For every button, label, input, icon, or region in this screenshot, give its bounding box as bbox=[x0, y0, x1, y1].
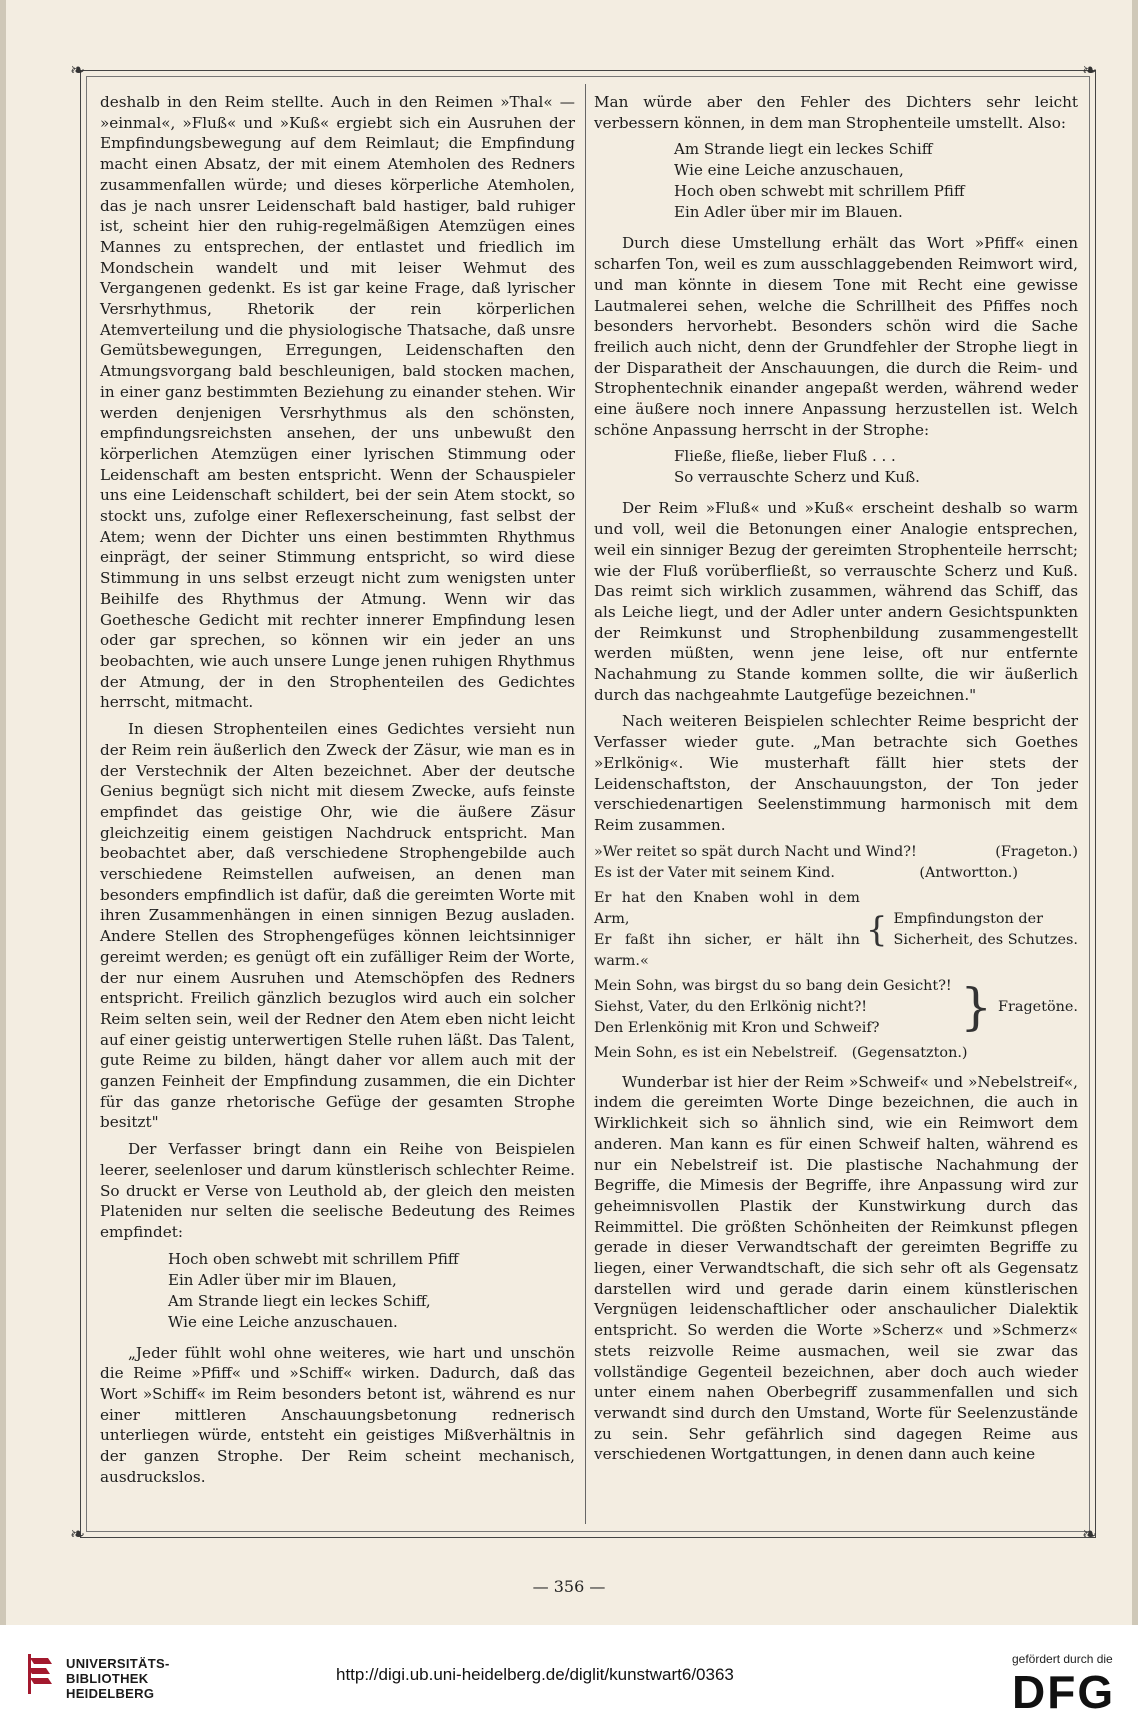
verse-line: Am Strande liegt ein leckes Schiff bbox=[674, 140, 933, 159]
erl-note: Fragetöne. bbox=[998, 998, 1078, 1015]
verse-line: Wie eine Leiche anzuschauen. bbox=[168, 1312, 398, 1331]
erl-note: (Frageton.) bbox=[995, 843, 1078, 860]
left-paragraph-2: In diesen Strophenteilen eines Gedichtes versieht nun der Reim rein äußerlich den Zweck der Zäsur, wie man es in der Verstechnik der Alten bezeichnet. Aber der deutsche Genius begnügt sich nicht mit diesem Zwecke, aufs feinste empfindet das geistige Ohr, wie die äußere Zäsur gleichzeitig einem geistigen Nachdruck entspricht. Man beobachtet aber, daß verschiedene Strophengebilde auch verschiedene Reimstellen aufweisen, an denen man besonders empfindlich ist dafür, daß die gereimten Worte mit ihren Zusammenhängen in einen sinnigen Bezug ausladen. Andere Stellen des Strophengefüges können leichtsinniger gereimt werden; es genügt oft ein zufälliger Reim der Worte, der nur einem Ausruhen und Atemschöpfen des Redners entspricht. Freilich gänzlich bezuglos wird auch ein solcher Reim selten sein, weil der Redner den Atem eben nicht leicht auf einer geistig unterwertigen Stelle ruhen läßt. Das Talent, gute Reime zu bilden, hängt daher vor allem auch mit der ganzen Feinheit der Empfindung zusammen, die ein Dichter für das ganze rhetorische Gefüge der gesamten Strophe besitzt" bbox=[100, 720, 575, 1132]
corner-ornament-icon: ❧ bbox=[1082, 1524, 1098, 1545]
erlkoenig-excerpt bbox=[594, 842, 1078, 1064]
library-name-line: UNIVERSITÄTS- bbox=[66, 1656, 170, 1671]
verse-line: Am Strande liegt ein leckes Schiff, bbox=[168, 1291, 431, 1310]
right-paragraph-2: Der Reim »Fluß« und »Kuß« erscheint deshalb so warm und voll, weil die Betonungen einer Analogie entsprechen, weil ein sinniger Bezug der gereimten Strophenteile herrscht; wie der Fluß vorüberfließt, so verrauschte Scherz und Kuß. Das reimt sich wirklich zusammen, während das Schiff, das als Leiche liegt, und der Adler unter andern Gesichtspunkten der Reimkunst und Strophenbildung zusammengestellt werden müßten, wenn jene leise, oft nur entfernte Nachahmung zu Stande kommen sollte, die wir äußerlich durch das nachgeahmte Lautgefüge bezeichnen." bbox=[594, 499, 1078, 704]
erl-line: Er hat den Knaben wohl in dem Arm, bbox=[594, 889, 860, 927]
fluss-verse bbox=[674, 446, 1078, 488]
verse-line: Wie eine Leiche anzuschauen, bbox=[674, 161, 904, 180]
library-name bbox=[66, 1656, 170, 1701]
verse-line: Hoch oben schwebt mit schrillem Pfiff bbox=[674, 182, 965, 201]
erl-note: Sicherheit, des Schutzes. bbox=[893, 931, 1078, 948]
verse-line: So verrauschte Scherz und Kuß. bbox=[674, 468, 920, 487]
erl-line: Siehst, Vater, du den Erlkönig nicht?! bbox=[594, 998, 868, 1015]
brace-icon: } bbox=[960, 978, 993, 1037]
erl-line: Er faßt ihn sicher, er hält ihn warm.« bbox=[594, 931, 860, 969]
column-divider bbox=[585, 84, 586, 1524]
erl-note: (Antwortton.) bbox=[919, 864, 1018, 881]
right-paragraph-3: Nach weiteren Beispielen schlechter Reime bespricht der Verfasser wieder gute. „Man betrachte sich Goethes »Erlkönig«. Wie musterhaft fällt hier stets der Leidenschaftston, der Anschauungston, der Ton jeder verschiedenartigen Seelenstimmung harmonisch mit dem Reim zusammen. bbox=[594, 712, 1078, 834]
dfg-logo: DFG bbox=[1012, 1666, 1116, 1718]
funded-by-label: gefördert durch die bbox=[1012, 1652, 1113, 1666]
verse-line: Hoch oben schwebt mit schrillem Pfiff bbox=[168, 1249, 459, 1268]
erl-line: Den Erlenkönig mit Kron und Schweif? bbox=[594, 1019, 880, 1036]
rearranged-verse bbox=[674, 139, 1078, 223]
left-paragraph-1: deshalb in den Reim stellte. Auch in den Reimen »Thal« — »einmal«, »Fluß« und »Kuß« ergiebt sich ein Ausruhen der Empfindungsbewegung auf dem Reimlaut; die Empfindung macht einen Absatz, der mit einem Atemholen des Redners zusammenfallen würde; und dieses körperliche Atemholen, das je nach unsrer Leidenschaft bald hastiger, bald ruhiger ist, scheint hier den ruhig-regelmäßigen Atemzügen eines Mannes zu entsprechen, der entlastet und friedlich im Mondschein wandelt und mit leiser Wehmut des Vergangenen gedenkt. Es ist gar keine Frage, daß lyrischer Versrhythmus, Rhetorik der rein körperlichen Atemverteilung und die physiologische Thatsache, daß unsre Gemütsbewegungen, Erregungen, Leidenschaften den Atmungsvorgang bald beschleunigen, bald stocken machen, in einer ganz bestimmten Beziehung zu einander stehen. Wir werden denjenigen Versrhythmus als den schönsten, empfindungsreichsten ansehen, der uns unbewußt den körperlichen Atemzügen einer lyrischen Stimmung oder Leidenschaft am besten entspricht. Wenn der Schauspieler uns eine Leidenschaft schildert, bei der sein Atem stockt, so stockt uns, zufolge einer Reflexerscheinung, fast selbst der Atem; wenn der Dichter uns einen bestimmten Rhythmus einprägt, der seiner Stimmung entspricht, so wird diese Stimmung in uns selbst erzeugt nicht zum wenigsten unter Beihilfe des Rhythmus der Atmung. Wenn wir das Goethesche Gedicht mit rechter innerer Empfindung lesen oder gar sprechen, so können wir ein jeder an uns beobachten, wie auch unsere Lunge jenen ruhigen Rhythmus der Atmung, der in den Strophenteilen des Gedichtes herrscht, mitmacht. bbox=[100, 93, 575, 712]
erl-line: »Wer reitet so spät durch Nacht und Wind?! bbox=[594, 843, 917, 860]
source-url-link[interactable]: http://digi.ub.uni-heidelberg.de/diglit/kunstwart6/0363 bbox=[336, 1665, 734, 1684]
erl-note: (Gegensatzton.) bbox=[851, 1044, 968, 1061]
left-paragraph-3: Der Verfasser bringt dann ein Reihe von Beispielen leerer, seelenloser und darum künstlerisch schlechter Reime. So druckt er Verse von Leuthold ab, der gleich den meisten Plateniden nur selten die seelische Bedeutung des Reimes empfindet: bbox=[100, 1140, 575, 1241]
erl-line: Es ist der Vater mit seinem Kind. bbox=[594, 864, 835, 881]
right-paragraph-4: Wunderbar ist hier der Reim »Schweif« und »Nebelstreif«, indem die gereimten Worte Dinge bezeichnen, die auch in Wirklichkeit sich so ähnlich sind, wie ein Reimwort dem anderen. Man kann es für einen Schweif halten, während es nur ein Nebelstreif ist. Die plastische Nachahmung der Begriffe, die Mimesis der Begriffe, ihre Anpassung wird zur geheimnisvollen Plastik der Kunstwirkung durch das Reimmittel. Die größten Schönheiten der Reimkunst pflegen gerade in dieser Verwandtschaft der gereimten Begriffe zu liegen, einer Verwandtschaft, die sich sehr oft als Gegensatz darstellen wird und gerade darin einem künstlerischen Vergnügen leidenschaftlicher oder anschaulicher Dialektik entspricht. So werden die Worte »Scherz« und »Schmerz« stets reizvolle Reime ausmachen, weil sie zwar das vollständige Gegenteil bezeichnen, aber doch auch wieder unter einem nahen Oberbegriff zusammenfallen und sich verwandt sind durch den Umstand, Worte für Seelenzustände zu sein. Sehr gefährlich sind dagegen Reime aus verschiedenen Wortgattungen, in denen dann auch keine bbox=[594, 1072, 1078, 1464]
corner-ornament-icon: ❧ bbox=[70, 1524, 86, 1545]
right-column bbox=[594, 92, 1078, 1471]
right-paragraph-1: Durch diese Umstellung erhält das Wort »Pfiff« einen scharfen Ton, weil es zum ausschlaggebenden Reimwort wird, und man könnte in diesem Tone mit Recht eine gewisse Lautmalerei sehen, welche die Schrillheit des Pfiffes noch besonders hervorhebt. Besonders schön wird die Sache freilich auch nicht, denn der Grundfehler der Strophe liegt in der Disparatheit der Anschauungen, die durch die Reim- und Strophentechnik einander angepaßt werden, während weder eine äußere noch innere Anpassung herzustellen ist. Welch schöne Anpassung herrscht in der Strophe: bbox=[594, 234, 1078, 439]
corner-ornament-icon: ❧ bbox=[70, 60, 86, 81]
left-paragraph-4: „Jeder fühlt wohl ohne weiteres, wie hart und unschön die Reime »Pfiff« und »Schiff« wirken. Dadurch, daß das Wort »Schiff« im Reim besonders betont ist, während es nur einer mittleren Anschauungsbetonung rednerisch unterliegen würde, entsteht ein geistiges Mißverhältnis in der ganzen Strophe. Der Reim scheint mechanisch, ausdruckslos. bbox=[100, 1343, 575, 1486]
erl-line: Mein Sohn, es ist ein Nebelstreif. bbox=[594, 1044, 838, 1061]
university-logo-icon bbox=[26, 1650, 56, 1698]
corner-ornament-icon: ❧ bbox=[1082, 60, 1098, 81]
brace-icon: { bbox=[865, 909, 888, 950]
library-name-line: HEIDELBERG bbox=[66, 1686, 155, 1701]
page-number: — 356 — bbox=[532, 1577, 606, 1596]
erl-note: Empfindungston der bbox=[893, 910, 1043, 927]
leuthold-verse bbox=[168, 1249, 575, 1333]
right-intro: Man würde aber den Fehler des Dichters sehr leicht verbessern können, in dem man Strophenteile umstellt. Also: bbox=[594, 93, 1078, 132]
verse-line: Fließe, fließe, lieber Fluß . . . bbox=[674, 447, 896, 466]
left-column bbox=[100, 92, 575, 1494]
verse-line: Ein Adler über mir im Blauen, bbox=[168, 1270, 397, 1289]
verse-line: Ein Adler über mir im Blauen. bbox=[674, 203, 903, 222]
erl-line: Mein Sohn, was birgst du so bang dein Gesicht?! bbox=[594, 977, 952, 994]
library-name-line: BIBLIOTHEK bbox=[66, 1671, 149, 1686]
